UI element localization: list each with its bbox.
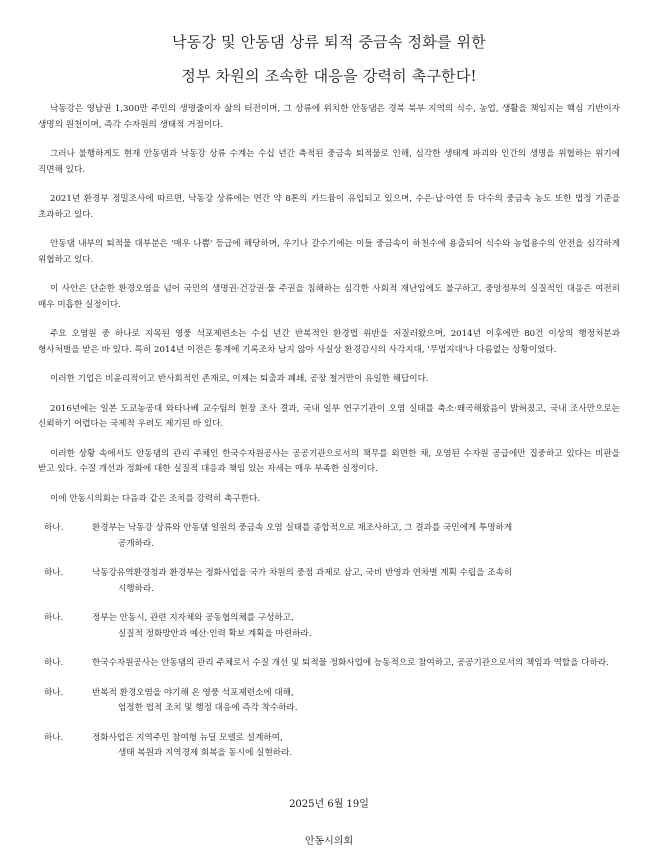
title-line-1: 낙동강 및 안동댐 상류 퇴적 중금속 정화를 위한	[172, 33, 486, 51]
paragraph-6: 주요 오염원 중 하나로 지목된 영풍 석포제련소는 수십 년간 반복적인 환경법 위반을 저질러왔으며, 2014년 이후에만 80건 이상의 행정처분과 형사처벌을 받은 바 있다. 특히 2014년 이전은 통계에 기록조차 남지 않아 사실상 환경감시의 사각지대, '무법지대'나 다름없는 상황이었다.	[38, 329, 620, 355]
demand-intro: 이에 안동시의회는 다음과 같은 조치를 강력히 촉구한다.	[50, 493, 261, 504]
demand-item-3	[38, 611, 620, 642]
statement-body	[38, 102, 620, 762]
title-line-2: 정부 차원의 조속한 대응을 강력히 촉구한다!	[181, 67, 477, 85]
paragraph-1: 낙동강은 영남권 1,300만 주민의 생명줄이자 삶의 터전이며, 그 상류에 위치한 안동댐은 경북 북부 지역의 식수, 농업, 생활을 책임지는 핵심 기반이자 생명의 원천이며, 즉각 수자원의 생태적 거점이다.	[38, 104, 620, 130]
demand-text-line-2: 엄정한 법적 조치 및 행정 대응에 즉각 착수하라.	[118, 703, 298, 713]
demand-text-line-1: 정부는 안동시, 관련 지자체와 공동협의체를 구성하고,	[92, 613, 294, 623]
paragraph-8: 2016년에는 일본 도쿄농공대 와타나베 교수팀의 현장 조사 결과, 국내 일부 연구기관이 오염 실태를 축소·왜곡해왔음이 밝혀졌고, 국내 조사만으로는 신뢰하기 어렵다는 국제적 우려도 제기된 바 있다.	[38, 403, 620, 429]
demand-bullet: 하나.	[44, 658, 64, 668]
paragraph-7: 이러한 기업은 비윤리적이고 반사회적인 존재로, 이제는 퇴출과 폐쇄, 공장 철거만이 유일한 해답이다.	[50, 374, 429, 384]
demand-text-line-1: 한국수자원공사는 안동댐의 관리 주체로서 수질 개선 및 퇴적물 정화사업에 능동적으로 참여하고, 공공기관으로서의 책임과 역할을 다하라.	[92, 658, 609, 668]
paragraph-5: 이 사안은 단순한 환경오염을 넘어 국민의 생명권·건강권·물 주권을 침해하는 심각한 사회적 재난임에도 불구하고, 중앙정부의 실질적인 대응은 여전히 매우 미흡한 실정이다.	[38, 284, 620, 310]
demand-text-line-1: 반복적 환경오염을 야기해 온 영풍 석포제련소에 대해,	[92, 687, 294, 698]
demand-text-line-2: 공개하라.	[118, 538, 154, 549]
demand-bullet: 하나.	[44, 687, 64, 698]
paragraph-2: 그러나 불행하게도 현재 안동댐과 낙동강 상류 수계는 수십 년간 축적된 중금속 퇴적물로 인해, 심각한 생태계 파괴와 인간의 생명을 위협하는 위기에 직면해 있다.	[38, 149, 620, 175]
demand-bullet: 하나.	[44, 613, 64, 623]
paragraph-9: 이러한 상황 속에서도 안동댐의 관리 주체인 한국수자원공사는 공공기관으로서의 책무를 외면한 채, 오염된 수자원 공급에만 집중하고 있다는 비판을 받고 있다. 수질 개선과 정화에 대한 실질적 대응과 책임 있는 자세는 매우 부족한 실정이다.	[38, 448, 620, 474]
demand-text-line-2: 시행하라.	[118, 583, 154, 594]
demand-item-2	[38, 566, 620, 597]
demand-text-line-1: 낙동강유역환경청과 환경부는 정화사업을 국가 차원의 중점 과제로 삼고, 국비 반영과 연차별 계획 수립을 조속히	[92, 568, 513, 578]
demand-text-line-1: 환경부는 낙동강 상류와 안동댐 일원의 중금속 오염 실태를 종합적으로 재조사하고, 그 결과를 국민에게 투명하게	[92, 523, 513, 533]
demand-text-line-1: 정화사업은 지역주민 참여형 뉴딜 모델로 설계하여,	[92, 732, 283, 743]
demand-item-6	[38, 731, 620, 762]
paragraph-4: 안동댐 내부의 퇴적물 대부분은 '매우 나쁨' 등급에 해당하며, 우기나 갈수기에는 이들 중금속이 하천수에 용출되어 식수와 농업용수의 안전을 심각하게 위협하고 있다.	[38, 239, 620, 265]
paragraph-3: 2021년 환경부 정밀조사에 따르면, 낙동강 상류에는 연간 약 8톤의 카드뮴이 유입되고 있으며, 수은·납·아연 등 다수의 중금속 농도 또한 법정 기준을 초과하고 있다.	[38, 194, 620, 220]
demand-item-1	[38, 521, 620, 552]
demand-text-line-2: 실질적 정화방안과 예산·인력 확보 계획을 마련하라.	[118, 628, 312, 639]
demand-item-5	[38, 686, 620, 717]
demand-text-line-2: 생태 복원과 지역경제 회복을 동시에 실현하라.	[118, 748, 293, 758]
demand-bullet: 하나.	[44, 568, 64, 578]
demand-bullet: 하나.	[44, 523, 64, 533]
demand-bullet: 하나.	[44, 732, 64, 743]
demand-item-4	[38, 656, 620, 672]
statement-date: 2025년 6월 19일	[289, 799, 369, 810]
signer-name: 안동시의회	[304, 836, 354, 847]
